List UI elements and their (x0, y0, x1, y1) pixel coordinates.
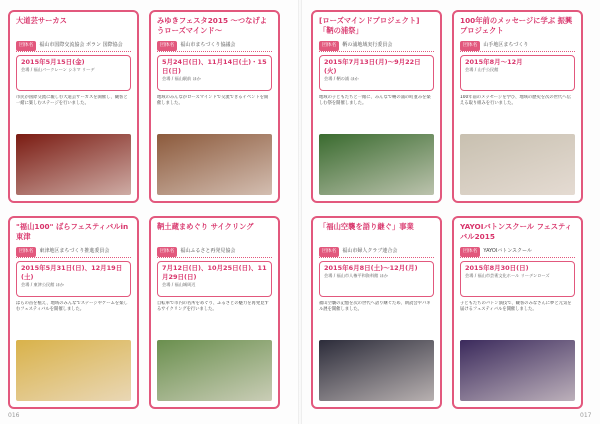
event-photo (460, 340, 575, 401)
event-title: 大道芸サーカス (16, 16, 67, 25)
event-card (452, 10, 583, 203)
event-schedule-box (460, 261, 575, 297)
event-venue: 会場 / 福山駅前 ほか (162, 76, 201, 81)
event-title: 100年前のメッセージに学ぶ 振興プロジェクト (460, 16, 573, 35)
organizer-name: 山手地区まちづくり (483, 42, 529, 48)
organizer-tag: 団体名 (157, 41, 177, 51)
organizer-tag: 団体名 (460, 247, 480, 257)
organizer-name: 東津地区まちづくり推進委員会 (39, 248, 110, 254)
event-photo (460, 134, 575, 195)
event-date: 2015年5月31日(日)、12月19日(土) (21, 264, 123, 281)
event-schedule-box (319, 55, 434, 91)
event-schedule-box (157, 261, 272, 297)
event-venue: 会場 / 福山城周辺 (162, 282, 196, 287)
event-description: 子どもたちのバトン演技で、観客のみなさんに夢と元気を届けるフェスティバルを開催しました。 (460, 301, 572, 312)
event-schedule-box (157, 55, 272, 91)
event-organizer (319, 246, 434, 258)
event-venue: 会場 / 鞆の浦 ほか (324, 76, 359, 81)
organizer-tag: 団体名 (16, 41, 36, 51)
event-date: 2015年5月15日(金) (21, 58, 85, 66)
organizer-name: 福山ふるさと再発見協会 (180, 248, 236, 254)
event-description: ばらの苗を植え、地域のみんなでステージやゲームを楽しむフェスティバルを開催しました。 (16, 301, 128, 312)
page-gutter (298, 0, 302, 424)
event-title: [ローズマインドプロジェクト] 「鞆の浦祭」 (319, 16, 420, 35)
organizer-name: YAYOIバトンスクール (483, 248, 532, 254)
event-photo (319, 134, 434, 195)
event-card (149, 216, 280, 409)
organizer-name: 鞆の浦地域実行委員会 (342, 42, 393, 48)
event-venue: 会場 / 東津公民館 ほか (21, 282, 65, 287)
organizer-name: 福山市国際交流協会 ボラン 国際協会 (39, 42, 123, 48)
event-photo (16, 340, 131, 401)
event-photo (157, 340, 272, 401)
event-card (311, 10, 442, 203)
event-title: みゆきフェスタ2015 ～つなげようローズマインド～ (157, 16, 268, 35)
event-card (8, 10, 139, 203)
event-card (452, 216, 583, 409)
organizer-tag: 団体名 (460, 41, 480, 51)
event-organizer (157, 40, 272, 52)
event-schedule-box (16, 261, 131, 297)
event-date: 2015年7月13日(月)～9月22日(火) (324, 58, 421, 75)
event-organizer (319, 40, 434, 52)
event-venue: 会場 / 福山パークレーン シネマ リーデ (21, 67, 95, 72)
page-number-right: 017 (580, 412, 592, 419)
event-card (8, 216, 139, 409)
event-description: 自転車で市内の名所をめぐり、ふるさとの魅力を再発見するサイクリングを行いました。 (157, 301, 269, 312)
event-description: 100年前のメッセージを学び、地域の歴史を次の世代へ伝える取り組みを行いました。 (460, 95, 571, 106)
event-description: 市民が国際交流に親しむ大道芸サーカスを開催し、観客と一緒に楽しむステージを行いました。 (16, 95, 128, 106)
event-schedule-box (460, 55, 575, 91)
event-title: 鞆土蔵まめぐり サイクリング (157, 222, 254, 231)
page-number-left: 016 (8, 412, 20, 419)
event-organizer (460, 246, 575, 258)
event-organizer (16, 246, 131, 258)
organizer-tag: 団体名 (157, 247, 177, 257)
event-date: 7月12日(日)、10月25日(日)、11月29日(日) (162, 264, 267, 281)
event-description: 地域の子どもたちと一緒に、みんなで鞆の浦の町並みを楽しむ祭を開催しました。 (319, 95, 431, 106)
event-title: 「福山空襲を語り継ぐ」事業 (319, 222, 414, 231)
event-schedule-box (319, 261, 434, 297)
event-date: 2015年8月30日(日) (465, 264, 529, 272)
event-photo (319, 340, 434, 401)
event-title: YAYOIバトンスクール フェスティバル2015 (460, 222, 572, 241)
event-organizer (157, 246, 272, 258)
organizer-tag: 団体名 (319, 41, 339, 51)
event-card (311, 216, 442, 409)
event-description: 福山空襲の記憶を次の世代へ語り継ぐため、朗読会やパネル展を開催しました。 (319, 301, 431, 312)
event-card (149, 10, 280, 203)
event-date: 5月24日(日)、11月14日(土)・15日(日) (162, 58, 267, 75)
event-schedule-box (16, 55, 131, 91)
event-venue: 会場 / 福山市芸術文化ホール リーデンローズ (465, 273, 550, 278)
organizer-name: 福山市まちづくり協議会 (180, 42, 236, 48)
event-photo (16, 134, 131, 195)
event-photo (157, 134, 272, 195)
organizer-name: 福山市婦人クラブ連合会 (342, 248, 398, 254)
event-title: "福山100" ばらフェスティバルin東津 (16, 222, 129, 241)
event-organizer (460, 40, 575, 52)
event-organizer (16, 40, 131, 52)
organizer-tag: 団体名 (319, 247, 339, 257)
event-venue: 会場 / 福山市人権平和資料館 ほか (324, 273, 389, 278)
event-date: 2015年6月8日(土)～12月(月) (324, 264, 418, 272)
organizer-tag: 団体名 (16, 247, 36, 257)
event-date: 2015年8月～12月 (465, 58, 523, 66)
event-venue: 会場 / 山手公民館 (465, 67, 499, 72)
event-description: 地域のみんながローズマインドで交流できるイベントを開催しました。 (157, 95, 269, 106)
